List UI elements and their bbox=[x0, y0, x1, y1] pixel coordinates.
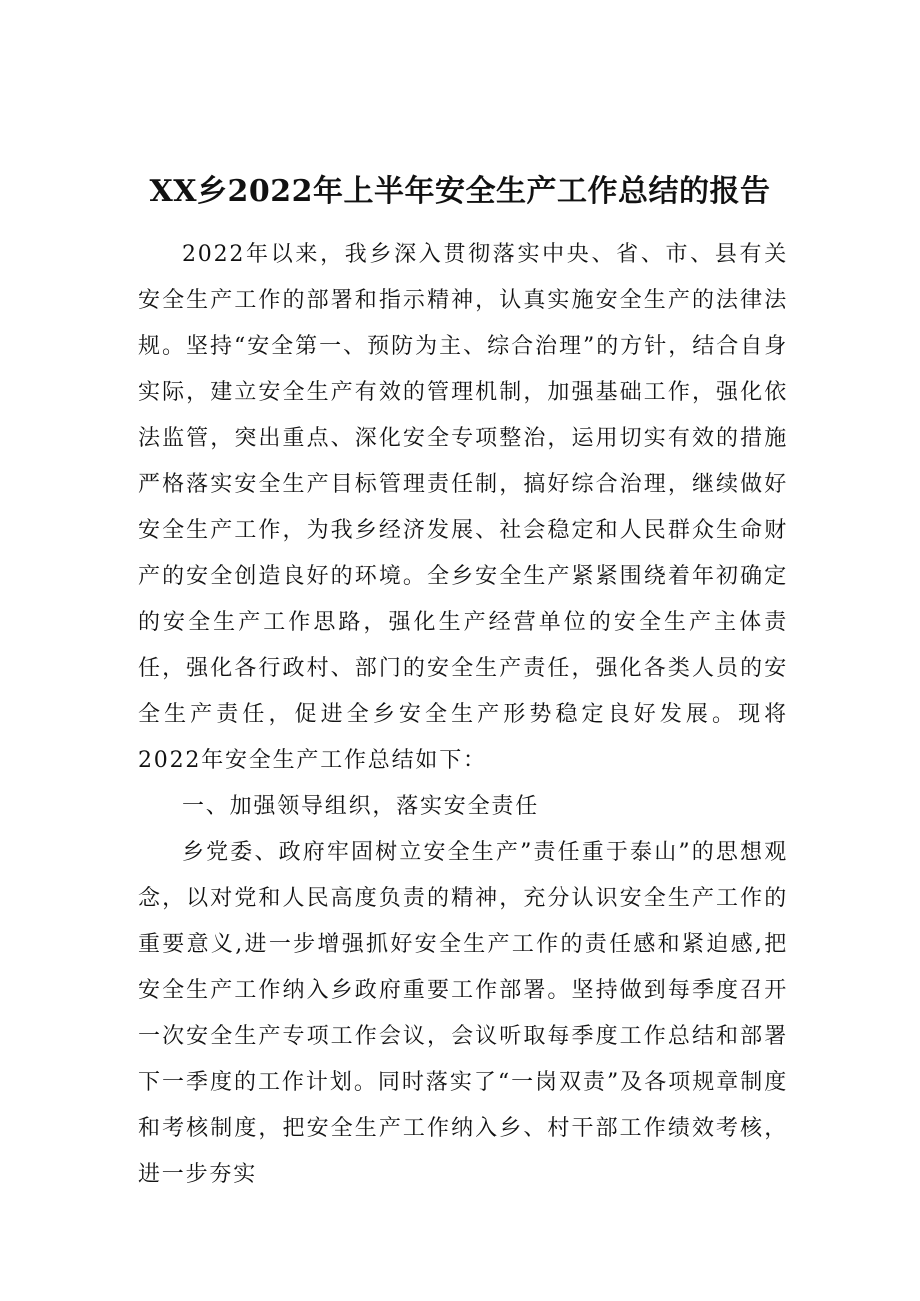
document-body bbox=[138, 232, 788, 1198]
section-heading-1: 一、加强领导组织，落实安全责任 bbox=[182, 794, 540, 819]
document-title: XX乡2022年上半年安全生产工作总结的报告 bbox=[149, 174, 771, 209]
paragraph-section-1: 乡党委、政府牢固树立安全生产”责任重于泰山”的思想观念，以对党和人民高度负责的精神，充分认识安全生产工作的重要意义,进一步增强抓好安全生产工作的责任感和紧迫感,把安全生产工作纳入乡政府重要工作部署。坚持做到每季度召开一次安全生产专项工作会议，会议听取每季度工作总结和部署下一季度的工作计划。同时落实了“一岗双责”及各项规章制度和考核制度，把安全生产工作纳入乡、村干部工作绩效考核，进一步夯实 bbox=[138, 840, 788, 1187]
paragraph-intro: 2022年以来，我乡深入贯彻落实中央、省、市、县有关安全生产工作的部署和指示精神，认真实施安全生产的法律法规。坚持“安全第一、预防为主、综合治理”的方针，结合自身实际，建立安全生产有效的管理机制，加强基础工作，强化依法监管，突出重点、深化安全专项整治，运用切实有效的措施严格落实安全生产目标管理责任制，搞好综合治理，继续做好安全生产工作，为我乡经济发展、社会稳定和人民群众生命财产的安全创造良好的环境。全乡安全生产紧紧围绕着年初确定的安全生产工作思路，强化生产经营单位的安全生产主体责任，强化各行政村、部门的安全生产责任，强化各类人员的安全生产责任，促进全乡安全生产形势稳定良好发展。现将2022年安全生产工作总结如下： bbox=[138, 242, 788, 773]
